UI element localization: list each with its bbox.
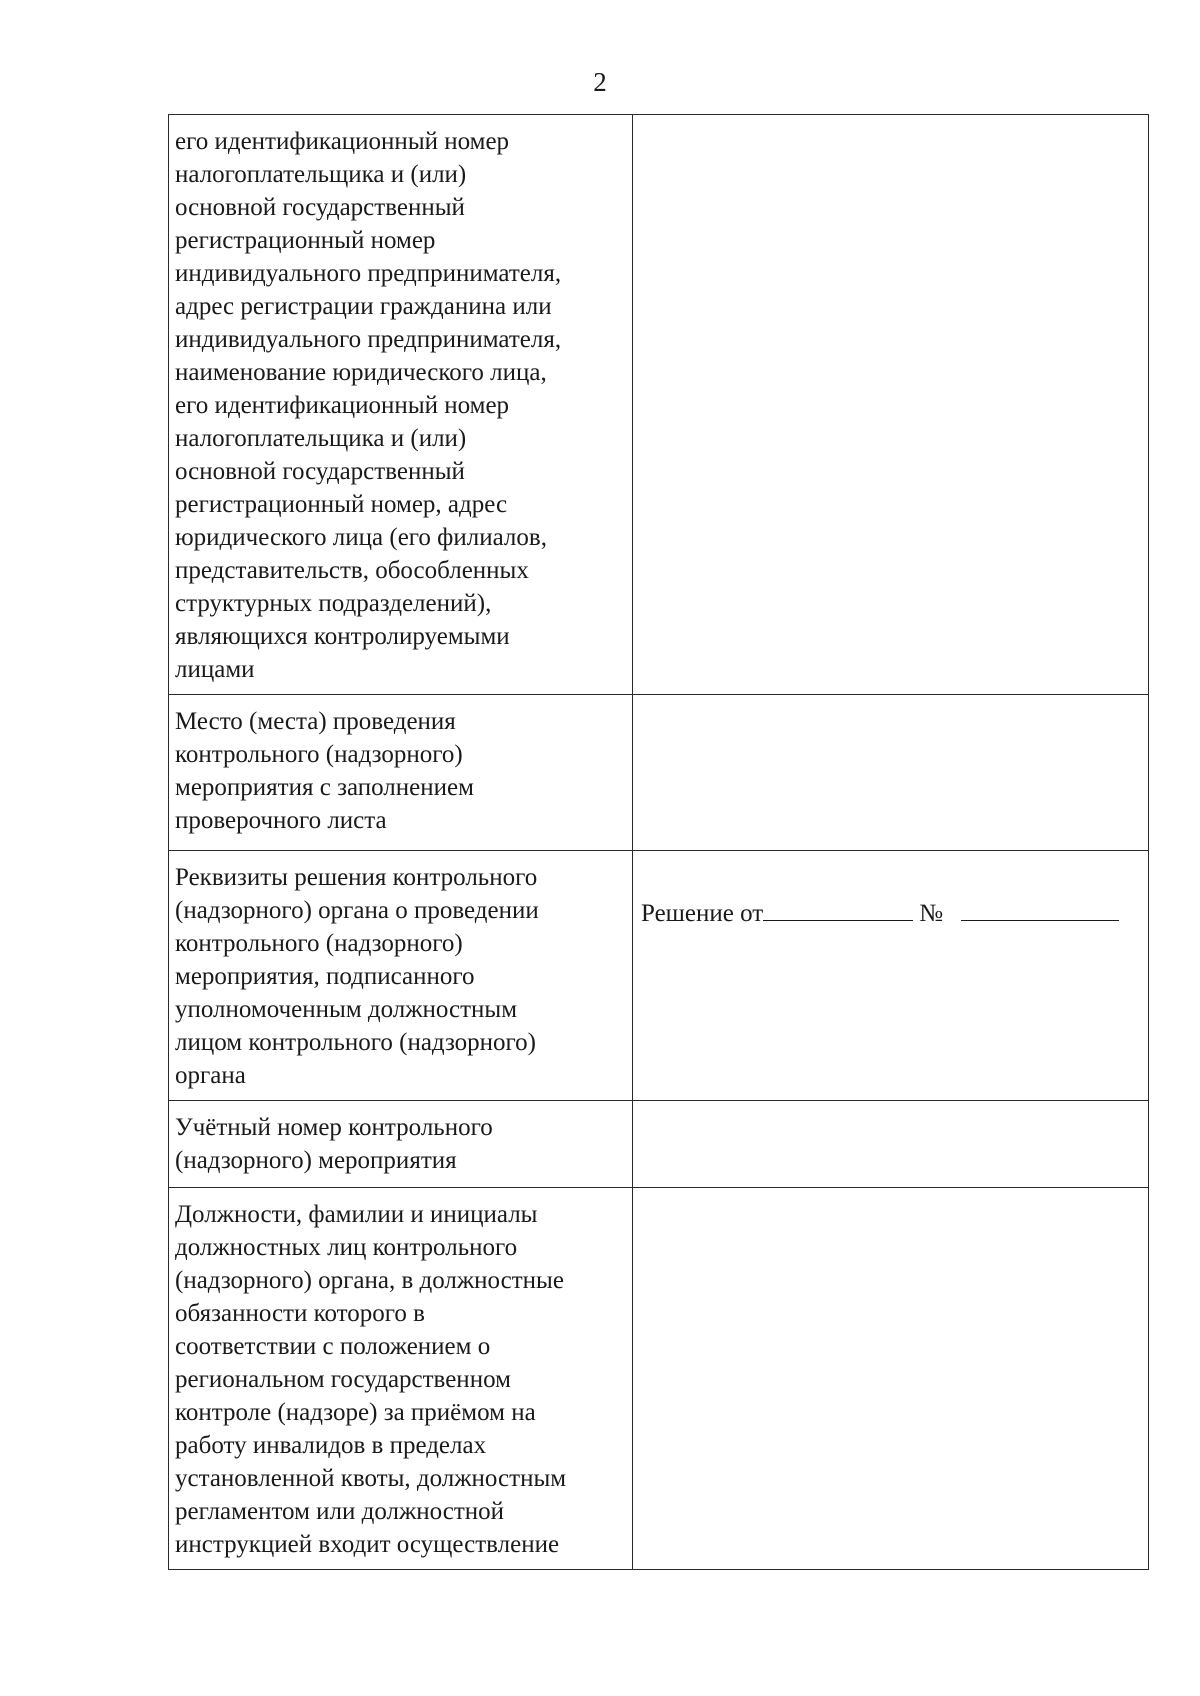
table-row (169, 851, 1149, 1101)
row-value-field[interactable] (633, 1101, 1149, 1188)
row-value-field[interactable] (633, 115, 1149, 695)
table-row (169, 695, 1149, 851)
page-number: 2 (593, 67, 607, 97)
inspection-details-table (168, 114, 1149, 1570)
table-row (169, 1101, 1149, 1188)
row-value-field[interactable] (633, 695, 1149, 851)
decision-number-blank[interactable] (961, 894, 1119, 921)
number-sign-label: № (919, 900, 944, 927)
table-row (169, 1188, 1149, 1570)
row-label: Место (места) проведения контрольного (надзорного) мероприятия с заполнением проверочного листа (169, 695, 633, 851)
decision-line (641, 894, 1142, 930)
decision-date-blank[interactable] (763, 894, 913, 921)
row-value-field[interactable] (633, 1188, 1149, 1570)
decision-details-cell (633, 851, 1149, 1101)
row-label: его идентификационный номер налогоплательщика и (или) основной государственный регистрационный номер индивидуального предпринимателя, адрес регистрации гражданина или индивидуального предпринимателя, наименование юридического лица, его идентификационный номер налогоплательщика и (или) основной государственный регистрационный номер, адрес юридического лица (его филиалов, представительств, обособленных структурных подразделений), являющихся контролируемыми лицами (169, 115, 633, 695)
row-label: Учётный номер контрольного (надзорного) мероприятия (169, 1101, 633, 1188)
row-label: Реквизиты решения контрольного (надзорного) органа о проведении контрольного (надзорного) мероприятия, подписанного уполномоченным должностным лицом контрольного (надзорного) органа (169, 851, 633, 1101)
table-row (169, 115, 1149, 695)
decision-prefix-label: Решение от (641, 900, 764, 927)
row-label: Должности, фамилии и инициалы должностных лиц контрольного (надзорного) органа, в должностные обязанности которого в соответствии с положением о региональном государственном контроле (надзоре) за приёмом на работу инвалидов в пределах установленной квоты, должностным регламентом или должностной инструкцией входит осуществление (169, 1188, 633, 1570)
